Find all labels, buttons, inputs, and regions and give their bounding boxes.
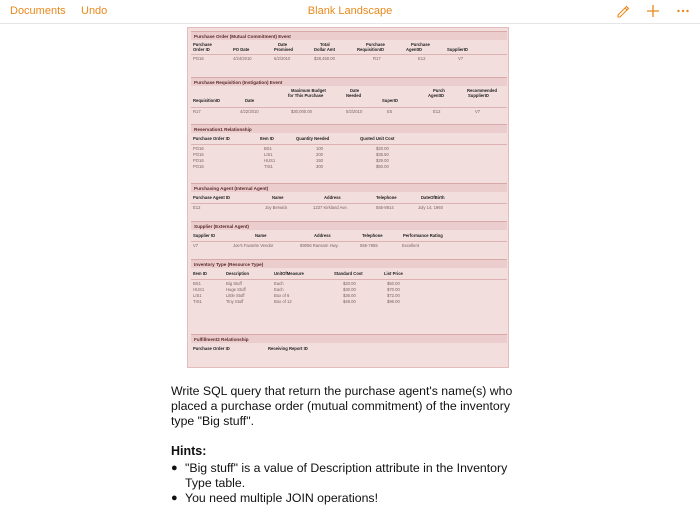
inv-cell: Each <box>274 287 284 292</box>
req-header: for This Purchase <box>288 93 324 98</box>
inv-cell: LIS1 <box>193 293 202 298</box>
inv-cell: BS1 <box>193 281 201 286</box>
res-cell: 150 <box>316 158 323 163</box>
res-cell: LIS1 <box>264 152 273 157</box>
supplier-cell: Excellent <box>402 243 419 248</box>
inv-header: UnitOfMeasure <box>274 271 304 276</box>
inv-cell: $50.00 <box>387 281 400 286</box>
inv-section-title: Inventory Type (Resource Type) <box>191 259 507 268</box>
req-cell: V7 <box>475 109 481 114</box>
plus-icon[interactable] <box>644 2 662 20</box>
inv-header: List Price <box>384 271 403 276</box>
res-header: Quoted Unit Cost <box>360 136 395 141</box>
inv-cell: TIS1 <box>193 299 202 304</box>
more-icon[interactable] <box>674 2 692 20</box>
supplier-header: Telephone <box>362 233 383 238</box>
req-header: Date <box>350 88 360 93</box>
document-title: Blank Landscape <box>307 5 393 17</box>
req-cell: E5 <box>387 109 393 114</box>
inv-cell: $48.00 <box>343 299 356 304</box>
inv-cell: $36.00 <box>343 293 356 298</box>
req-header: Maximum Budget <box>291 88 326 93</box>
divider <box>191 203 507 204</box>
inv-cell: $20.00 <box>343 281 356 286</box>
po-header: Date <box>278 42 288 47</box>
supplier-section-title: Supplier (External Agent) <box>191 221 507 230</box>
supplier-header: Performance Rating <box>403 233 443 238</box>
req-header: SupplierID <box>468 93 489 98</box>
inv-cell: Box of 6 <box>274 293 290 298</box>
res-cell: PO16 <box>193 152 204 157</box>
res-cell: 300 <box>316 164 323 169</box>
req-cell: R17 <box>193 109 201 114</box>
res-cell: HUS1 <box>264 158 276 163</box>
req-cell: E12 <box>433 109 441 114</box>
agent-cell: 555-8914 <box>376 205 394 210</box>
agent-header: Address <box>324 195 341 200</box>
res-section-title: Reservation1 Relationship <box>191 124 507 133</box>
inv-cell: Tiny Stuff <box>226 299 244 304</box>
top-toolbar <box>0 0 700 24</box>
req-cell: 4/22/2010 <box>240 109 259 114</box>
po-header: SupplierID <box>447 47 468 52</box>
res-cell: BS1 <box>264 146 272 151</box>
po-header: RequisitionID <box>357 47 384 52</box>
res-cell: PO16 <box>193 158 204 163</box>
req-cell: $30,000.00 <box>291 109 312 114</box>
hints-heading: Hints: <box>171 444 207 458</box>
hint-text: "Big stuff" is a value of Description attribute in the Inventory Type table. <box>185 461 508 490</box>
inv-cell: $70.00 <box>387 287 400 292</box>
agent-section-title: Purchasing Agent (Internal Agent) <box>191 183 507 192</box>
inv-cell: $30.00 <box>343 287 356 292</box>
req-header: Recommended <box>467 88 498 93</box>
supplier-cell: 89056 Ransom Hwy. <box>300 243 339 248</box>
agent-name-cell: Joy Berwick <box>265 205 288 210</box>
inv-header: Description <box>226 271 250 276</box>
inv-cell: Huge Stuff <box>226 287 246 292</box>
po-cell: 4/24/2010 <box>233 56 252 61</box>
po-cell: 5/2/2010 <box>274 56 291 61</box>
req-header: SuperID <box>382 98 399 103</box>
res-header: Purchase Order ID <box>193 136 230 141</box>
inv-cell: Box of 12 <box>274 299 292 304</box>
agent-cell: E12 <box>193 205 201 210</box>
res-cell: $29.00 <box>376 158 389 163</box>
req-header: RequisitionID <box>193 98 220 103</box>
res-cell: 200 <box>316 152 323 157</box>
res-header: Item ID <box>260 136 274 141</box>
po-header: Order ID <box>193 47 210 52</box>
inv-cell: Each <box>274 281 284 286</box>
po-cell: V7 <box>458 56 464 61</box>
po-header: Purchase <box>193 42 212 47</box>
divider <box>191 144 507 145</box>
po-header: AgentID <box>406 47 423 52</box>
po-header: PO Date <box>233 47 250 52</box>
agent-header: DateOfBirth <box>421 195 445 200</box>
supplier-header: Address <box>314 233 331 238</box>
req-header: Date <box>245 98 255 103</box>
res-cell: PO16 <box>193 146 204 151</box>
ful-header: Receiving Report ID <box>268 346 308 351</box>
inv-header: Standard Cost <box>334 271 363 276</box>
res-cell: 100 <box>316 146 323 151</box>
inv-cell: HUS1 <box>193 287 205 292</box>
database-tables-image <box>187 27 509 368</box>
res-cell: $20.00 <box>376 146 389 151</box>
po-cell: R17 <box>373 56 381 61</box>
po-header: Dollar Amt <box>314 47 336 52</box>
pen-icon[interactable] <box>614 2 632 20</box>
req-header: AgentID <box>428 93 445 98</box>
res-cell: PO16 <box>193 164 204 169</box>
documents-button[interactable]: Documents <box>10 5 66 17</box>
undo-button[interactable]: Undo <box>81 5 108 17</box>
agent-header: Name <box>272 195 284 200</box>
divider <box>191 107 507 108</box>
divider <box>191 279 507 280</box>
res-cell: $50.00 <box>376 164 389 169</box>
po-cell: E12 <box>418 56 426 61</box>
res-cell: $35.50 <box>376 152 389 157</box>
req-header: Purch <box>433 88 445 93</box>
inv-cell: $96.00 <box>387 299 400 304</box>
inv-cell: Big Stuff <box>226 281 242 286</box>
inv-cell: $72.00 <box>387 293 400 298</box>
po-header: Promised <box>274 47 294 52</box>
supplier-cell: 555-7655 <box>360 243 378 248</box>
req-cell: 5/2/2010 <box>346 109 363 114</box>
req-section-title: Purchase Requisition (Instigation) Event <box>191 77 507 86</box>
req-header: Needed <box>346 93 362 98</box>
supplier-header: Supplier ID <box>193 233 216 238</box>
divider <box>191 241 507 242</box>
bullet-icon: ● <box>171 492 178 504</box>
ful-section-title: Fulfillment2 Relationship <box>191 334 507 343</box>
question-text: Write SQL query that return the purchase agent's name(s) who placed a purchase order (mutual commitment) of the inventory type "Big stuff". <box>171 384 513 428</box>
po-header: Total <box>320 42 330 47</box>
po-section-title: Purchase Order (Mutual Commitment) Event <box>191 31 507 40</box>
inv-header: Item ID <box>193 271 207 276</box>
hint-text: You need multiple JOIN operations! <box>185 491 378 505</box>
supplier-header: Name <box>255 233 267 238</box>
agent-header: Telephone <box>376 195 397 200</box>
po-cell: PO16 <box>193 56 204 61</box>
inv-cell: Little Stuff <box>226 293 245 298</box>
bullet-icon: ● <box>171 462 178 474</box>
agent-cell: 1237 Kirkland Ave. <box>313 205 348 210</box>
res-header: Quantity Needed <box>296 136 330 141</box>
agent-cell: July 14, 1960 <box>418 205 443 210</box>
po-header: Purchase <box>366 42 385 47</box>
supplier-cell: V7 <box>193 243 199 248</box>
ful-header: Purchase Order ID <box>193 346 230 351</box>
supplier-cell: Joe's Favorite Vendor <box>233 243 274 248</box>
divider <box>191 54 507 55</box>
agent-header: Purchase Agent ID <box>193 195 231 200</box>
po-cell: $28,450.00 <box>314 56 335 61</box>
po-header: Purchase <box>411 42 430 47</box>
res-cell: TIS1 <box>264 164 273 169</box>
